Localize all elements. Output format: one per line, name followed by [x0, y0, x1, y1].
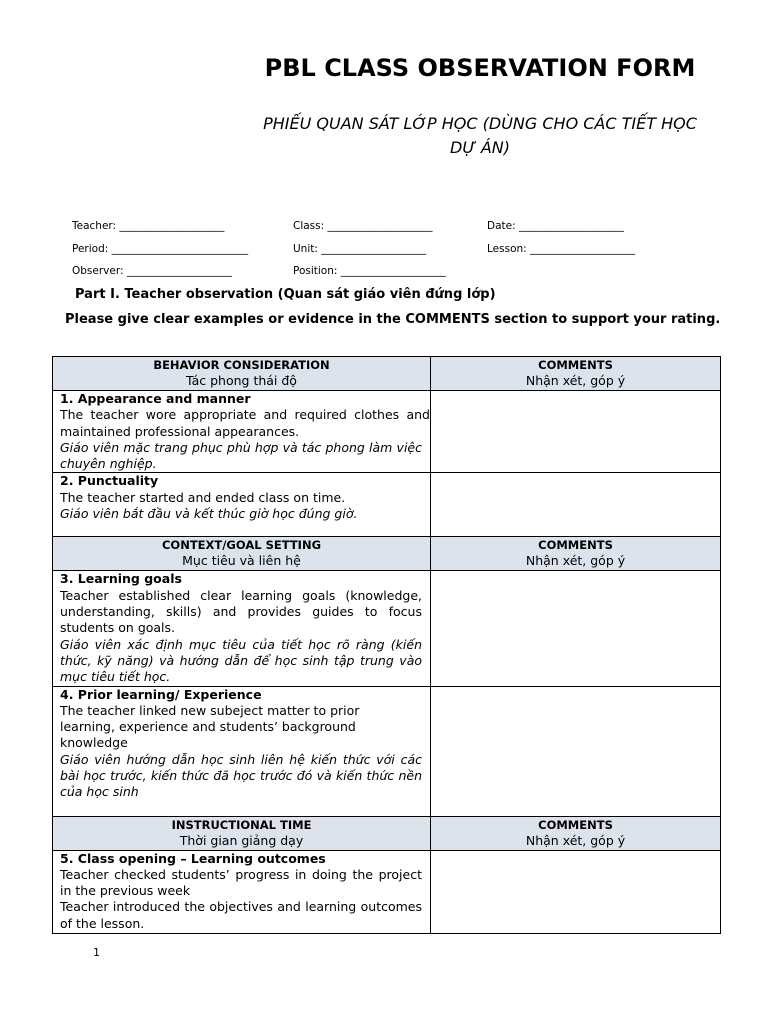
- comments-header: [431, 816, 721, 850]
- comment-cell[interactable]: [431, 571, 721, 686]
- criterion-description-vi: Giáo viên mặc trang phục phù hợp và tác phong làm việc chuyên nghiệp.: [60, 439, 422, 472]
- section-header-instructional-time: [53, 816, 431, 850]
- criterion-cell: [53, 473, 431, 537]
- comments-header-vi: Nhận xét, góp ý: [525, 553, 626, 569]
- section-header-en: BEHAVIOR CONSIDERATION: [153, 358, 330, 372]
- criterion-description-en: The teacher linked new subeject matter to prior learning, experience and students’ background knowledge: [60, 702, 360, 751]
- comments-header-en: COMMENTS: [538, 538, 613, 553]
- table-row: [53, 473, 721, 537]
- comments-header-vi: Nhận xét, góp ý: [525, 373, 626, 388]
- table-row: [53, 686, 721, 816]
- section-header-row: [53, 816, 721, 850]
- part-title: Part I. Teacher observation (Quan sát giáo viên đứng lớp): [75, 287, 496, 302]
- criterion-cell: [53, 571, 431, 686]
- criterion-title: 1. Appearance and manner: [60, 391, 251, 406]
- comments-header-vi: Nhận xét, góp ý: [525, 832, 626, 848]
- comments-header-en: COMMENTS: [538, 817, 613, 832]
- date-field: Date: ____________________: [487, 220, 624, 232]
- criterion-title: 3. Learning goals: [60, 571, 182, 587]
- position-field: Position: ____________________: [293, 265, 446, 277]
- form-title: PBL CLASS OBSERVATION FORM: [264, 54, 696, 82]
- table-row: [53, 571, 721, 686]
- unit-field: Unit: ____________________: [293, 243, 427, 255]
- teacher-field: Teacher: ____________________: [72, 220, 225, 232]
- comment-cell[interactable]: [431, 686, 721, 816]
- section-header-behavior: [53, 357, 431, 391]
- comment-cell[interactable]: [431, 473, 721, 537]
- criterion-cell: [53, 850, 431, 933]
- class-field: Class: ____________________: [293, 220, 433, 232]
- criterion-description-vi: Giáo viên hướng dẫn học sinh liên hệ kiến thức với các bài học trước, kiến thức đã học trước đó và kiến thức nền của học sinh: [60, 751, 422, 800]
- criterion-cell: [53, 686, 431, 816]
- criterion-description-en-2: Teacher introduced the objectives and learning outcomes of the lesson.: [60, 899, 422, 931]
- comments-header: [431, 537, 721, 571]
- comments-header: [431, 357, 721, 391]
- observation-table: [52, 356, 721, 934]
- table-row: [53, 391, 721, 473]
- criterion-description-vi: Giáo viên xác định mục tiêu của tiết học rõ ràng (kiến thức, kỹ năng) và hướng dẫn để học sinh tập trung vào mục tiêu tiết học.: [60, 636, 422, 685]
- section-header-row: [53, 537, 721, 571]
- criterion-description-en: The teacher wore appropriate and required clothes and maintained professional appearances.: [60, 407, 430, 439]
- period-field: Period: __________________________: [72, 243, 249, 255]
- comment-cell[interactable]: [431, 850, 721, 933]
- instruction-text: Please give clear examples or evidence in the COMMENTS section to support your rating.: [65, 312, 721, 327]
- criterion-description-vi: Giáo viên bắt đầu và kết thúc giờ học đúng giờ.: [60, 506, 358, 522]
- comment-cell[interactable]: [431, 391, 721, 473]
- section-header-vi: Thời gian giảng dạy: [179, 832, 304, 848]
- criterion-description-en: The teacher started and ended class on time.: [60, 489, 346, 505]
- table-row: [53, 850, 721, 933]
- page-number: 1: [93, 946, 100, 959]
- section-header-en: INSTRUCTIONAL TIME: [171, 817, 312, 832]
- criterion-description-en: Teacher checked students’ progress in doing the project in the previous week: [60, 866, 422, 899]
- criterion-title: 5. Class opening – Learning outcomes: [60, 850, 326, 866]
- section-header-en: CONTEXT/GOAL SETTING: [161, 538, 322, 553]
- form-subtitle: PHIẾU QUAN SÁT LỚP HỌC (DÙNG CHO CÁC TIẾT HỌC DỰ ÁN): [263, 114, 697, 157]
- lesson-field: Lesson: ____________________: [487, 243, 636, 255]
- section-header-vi: Tác phong thái độ: [186, 373, 297, 388]
- criterion-description-en: Teacher established clear learning goals (knowledge, understanding, skills) and provides guides to focus students on goals.: [60, 587, 422, 636]
- section-header-context: [53, 537, 431, 571]
- section-header-vi: Mục tiêu và liên hệ: [182, 553, 301, 569]
- section-header-row: [53, 357, 721, 391]
- comments-header-en: COMMENTS: [538, 358, 613, 372]
- criterion-cell: [53, 391, 431, 473]
- criterion-title: 2. Punctuality: [60, 473, 159, 489]
- observer-field: Observer: ____________________: [72, 265, 232, 277]
- criterion-title: 4. Prior learning/ Experience: [60, 686, 262, 702]
